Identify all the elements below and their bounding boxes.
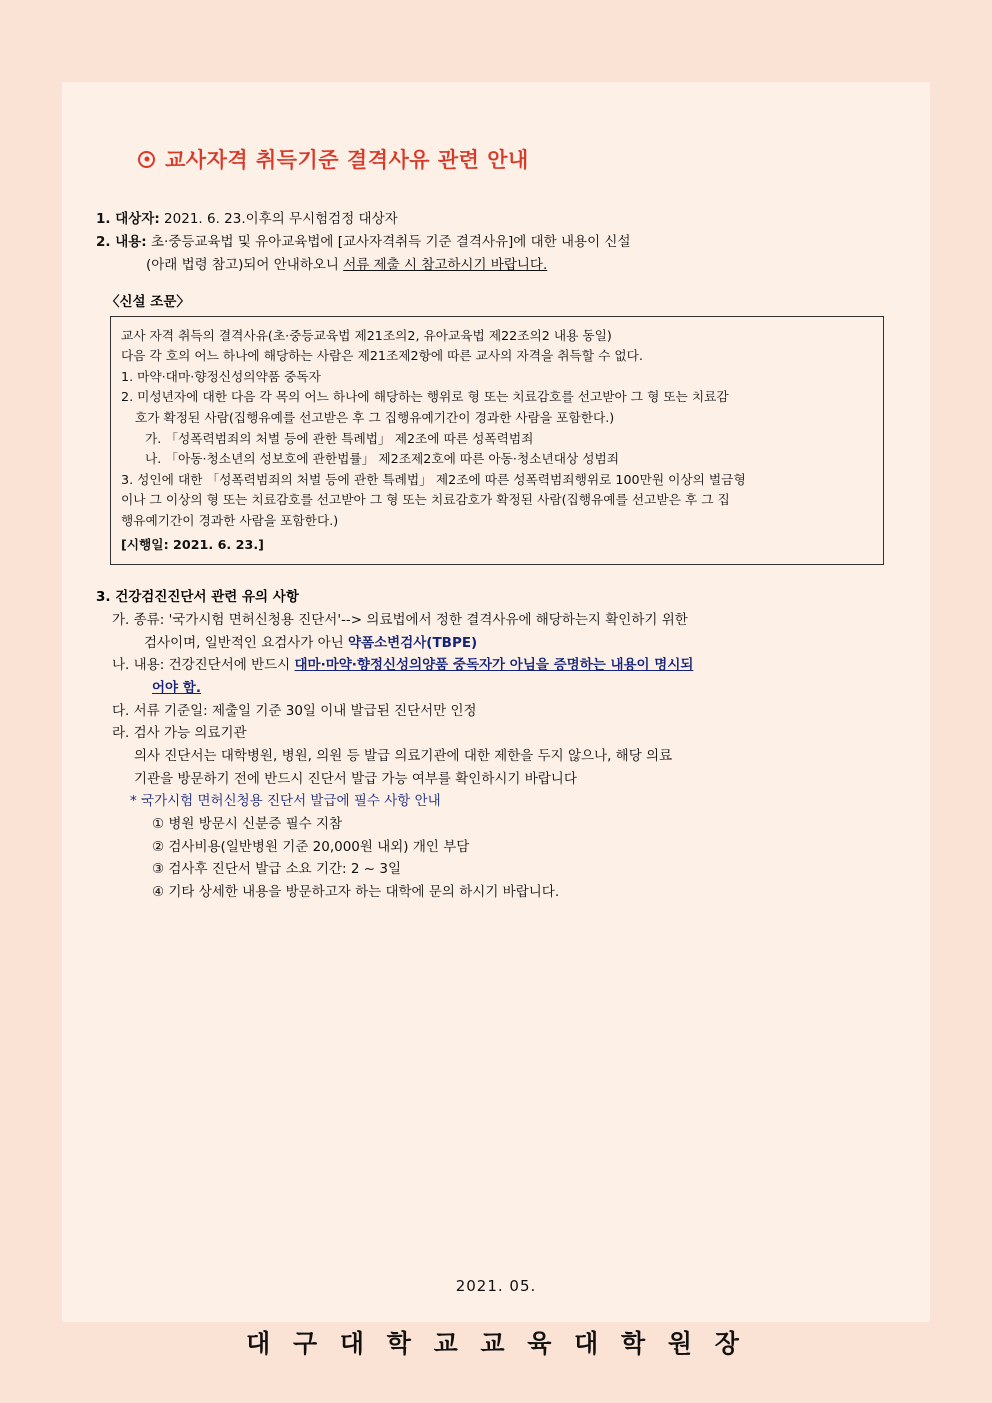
- law-line-2: 다음 각 호의 어느 하나에 해당하는 사람은 제21조제2항에 따른 교사의 자격을 취득할 수 없다.: [121, 348, 643, 364]
- law-box: [110, 316, 884, 565]
- footer-date: 2021. 05.: [455, 1277, 537, 1295]
- law-line-9: 이나 그 이상의 형 또는 치료감호를 선고받아 그 형 또는 치료감호가 확정된 사람(집행유예를 선고받은 후 그 집: [121, 492, 730, 508]
- document-inner: [62, 144, 930, 1384]
- intro-item-3-text: (아래 법령 참고)되어 안내하오니: [146, 257, 344, 274]
- section3-item-b: [112, 654, 902, 677]
- section3-numbered-3: ③ 검사후 진단서 발급 소요 기간: 2 ~ 3일: [152, 861, 402, 878]
- law-line-7: 나. 「아동·청소년의 성보호에 관한법률」 제2조제2호에 따른 아동·청소년대상 성범죄: [145, 451, 620, 467]
- intro-item-2: [96, 231, 902, 254]
- section3-item-a-cont: [144, 632, 902, 655]
- intro-item-1: [96, 208, 902, 231]
- section3-item-a: [112, 609, 902, 632]
- law-line-4: 2. 미성년자에 대한 다음 각 목의 어느 하나에 해당하는 행위로 형 또는 치료감호를 선고받아 그 형 또는 치료감: [121, 389, 729, 405]
- document-page: [62, 82, 930, 1358]
- law-line-6: 가. 「성폭력범죄의 처벌 등에 관한 특례법」 제2조에 따른 성폭력범죄: [145, 430, 534, 446]
- law-line-10: 행유예기간이 경과한 사람을 포함한다.): [121, 512, 339, 528]
- section3-item-b-cont: [152, 677, 902, 700]
- page-title-text: 교사자격 취득기준 결격사유 관련 안내: [165, 148, 529, 172]
- intro-item-1-text: 2021. 6. 23.이후의 무시험검정 대상자: [164, 211, 398, 227]
- section3-item-b-highlight2: 어야 함.: [152, 680, 201, 697]
- section3-body: [90, 609, 902, 904]
- section3-item-d-sub2: 기관을 방문하기 전에 반드시 진단서 발급 가능 여부를 확인하시기 바랍니다: [134, 770, 577, 787]
- intro-block: [90, 208, 902, 278]
- section3-item-a-text: '국가시험 면허신청용 진단서'--> 의료법에서 정한 결격사유에 해당하는지 확인하기 위한: [168, 612, 688, 629]
- intro-item-2-label: 2. 내용:: [96, 234, 147, 251]
- section3-item-a-text2: 검사이며, 일반적인 요검사가 아닌: [144, 634, 349, 651]
- law-line-8: 3. 성인에 대한 「성폭력범죄의 처벌 등에 관한 특례법」 제2조에 따른 성폭력범죄행위로 100만원 이상의 벌금형: [121, 471, 746, 487]
- intro-item-2-text: 초·중등교육법 및 유아교육법에 [교사자격취득 기준 결격사유]에 대한 내용이 신설: [151, 234, 631, 251]
- intro-item-3-underline: 서류 제출 시 참고하시기 바랍니다.: [343, 257, 548, 274]
- section3-star-note: * 국가시험 면허신청용 진단서 발급에 필수 사항 안내: [130, 793, 441, 810]
- article-heading: 〈신설 조문〉: [106, 293, 190, 310]
- section3-item-b-text: 건강진단서에 반드시: [168, 657, 295, 674]
- section3-item-b-label: 나. 내용:: [112, 657, 165, 674]
- section3-heading: 3. 건강검진진단서 관련 유의 사항: [96, 589, 299, 606]
- page-title: [138, 144, 902, 174]
- section3-item-d-sub1: 의사 진단서는 대학병원, 병원, 의원 등 발급 의료기관에 대한 제한을 두지 않으나, 해당 의료: [134, 748, 673, 765]
- filled-ring-bullet-icon: [138, 151, 155, 168]
- section3-numbered-4: ④ 기타 상세한 내용을 방문하고자 하는 대학에 문의 하시기 바랍니다.: [152, 884, 560, 901]
- intro-item-1-label: 1. 대상자:: [96, 211, 160, 227]
- section3-item-b-highlight: 대마·마약·향정신성의양품 중독자가 아님을 증명하는 내용이 명시되: [294, 657, 694, 674]
- law-line-5: 호가 확정된 사람(집행유예를 선고받은 후 그 집행유예기간이 경과한 사람을 포함한다.): [135, 409, 615, 425]
- section3-item-d: 라. 검사 가능 의료기관: [112, 725, 247, 742]
- footer-organization: 대 구 대 학 교 교 육 대 학 원 장: [246, 1329, 746, 1358]
- intro-item-3: [146, 254, 902, 277]
- section3-numbered-2: ② 검사비용(일반병원 기준 20,000원 내외) 개인 부담: [152, 838, 470, 855]
- section3-item-a-highlight: 약폼소변검사(TBPE): [348, 634, 478, 651]
- law-line-3: 1. 마약·대마·향정신성의약품 중독자: [121, 368, 321, 384]
- section3-item-a-label: 가. 종류:: [112, 612, 165, 629]
- section3-item-c: 다. 서류 기준일: 제출일 기준 30일 이내 발급된 진단서만 인정: [112, 702, 477, 719]
- law-line-1: 교사 자격 취득의 결격사유(초·중등교육법 제21조의2, 유아교육법 제22조의2 내용 동일): [121, 327, 612, 343]
- section3-numbered-1: ① 병원 방문시 신분증 필수 지참: [152, 816, 343, 833]
- law-effective-date: [시행일: 2021. 6. 23.]: [121, 537, 264, 553]
